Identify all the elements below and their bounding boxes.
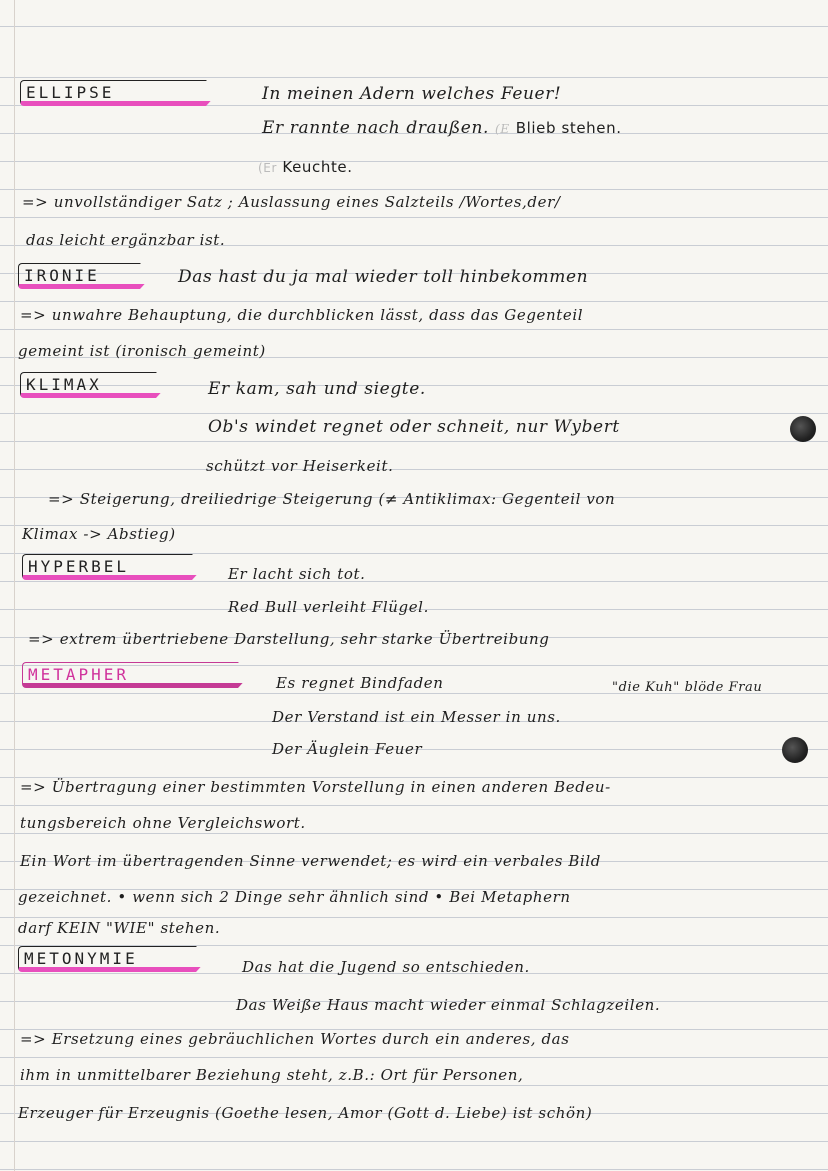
ellipse-example-3	[258, 158, 353, 176]
klimax-example-2: Ob's windet regnet oder schneit, nur Wybert	[208, 417, 620, 437]
punch-hole	[790, 416, 816, 442]
tag-metonymie	[18, 946, 208, 972]
ironie-definition-1: => unwahre Behauptung, die durchblicken lässt, dass das Gegenteil	[20, 306, 584, 324]
ellipse-definition-2: das leicht ergänzbar ist.	[26, 231, 226, 249]
punch-hole	[782, 737, 808, 763]
hyperbel-definition-1: => extrem übertriebene Darstellung, sehr starke Übertreibung	[28, 630, 550, 648]
tag-metapher-label: METAPHER	[28, 665, 130, 684]
ellipse-example-1: In meinen Adern welches Feuer!	[262, 84, 562, 104]
ellipse-example-2-rest: Blieb stehen.	[515, 119, 622, 137]
metonymie-example-2: Das Weiße Haus macht wieder einmal Schlagzeilen.	[236, 996, 661, 1014]
hyperbel-example-2: Red Bull verleiht Flügel.	[228, 598, 429, 616]
metapher-definition-4: gezeichnet. • wenn sich 2 Dinge sehr ähnlich sind • Bei Metaphern	[18, 888, 571, 906]
metapher-example-1: Es regnet Bindfaden	[276, 674, 444, 692]
metonymie-definition-2: ihm in unmittelbarer Beziehung steht, z.B.: Ort für Personen,	[20, 1066, 524, 1084]
metonymie-definition-1: => Ersetzung eines gebräuchlichen Wortes durch ein anderes, das	[20, 1030, 570, 1048]
tag-hyperbel-label: HYPERBEL	[28, 557, 130, 576]
ellipse-example-3-text: Keuchte.	[282, 158, 353, 176]
tag-ellipse-label: ELLIPSE	[26, 83, 115, 102]
ellipse-gap-1: (E	[495, 122, 510, 136]
ellipse-example-2	[262, 118, 622, 138]
metapher-example-2: Der Verstand ist ein Messer in uns.	[272, 708, 561, 726]
ellipse-gap-2: (Er	[258, 161, 277, 175]
tag-hyperbel	[22, 554, 204, 580]
metonymie-definition-3: Erzeuger für Erzeugnis (Goethe lesen, Amor (Gott d. Liebe) ist schön)	[18, 1104, 593, 1122]
margin-line	[14, 0, 15, 1171]
ironie-example-1: Das hast du ja mal wieder toll hinbekommen	[178, 267, 589, 287]
metapher-definition-5: darf KEIN "WIE" stehen.	[18, 919, 221, 937]
klimax-definition-1: => Steigerung, dreiliedrige Steigerung (≠ Antiklimax: Gegenteil von	[48, 490, 616, 508]
hyperbel-example-1: Er lacht sich tot.	[228, 565, 366, 583]
klimax-example-3: schützt vor Heiserkeit.	[206, 457, 394, 475]
metapher-definition-3: Ein Wort im übertragenden Sinne verwendet; es wird ein verbales Bild	[20, 852, 601, 870]
tag-klimax	[20, 372, 168, 398]
tag-metapher	[22, 662, 250, 688]
tag-ironie-label: IRONIE	[24, 266, 100, 285]
ironie-definition-2: gemeint ist (ironisch gemeint)	[18, 342, 266, 360]
tag-klimax-label: KLIMAX	[26, 375, 102, 394]
klimax-example-1: Er kam, sah und siegte.	[208, 379, 426, 399]
ellipse-definition-1: => unvollständiger Satz ; Auslassung eines Salzteils /Wortes,der/	[22, 193, 561, 211]
tag-metonymie-label: METONYMIE	[24, 949, 138, 968]
klimax-definition-2: Klimax -> Abstieg)	[22, 525, 176, 543]
metonymie-example-1: Das hat die Jugend so entschieden.	[242, 958, 530, 976]
tag-ironie	[18, 263, 152, 289]
ellipse-example-2-text: Er rannte nach draußen.	[262, 118, 490, 138]
metapher-example-3: Der Äuglein Feuer	[272, 740, 423, 758]
metapher-definition-1: => Übertragung einer bestimmten Vorstellung in einen anderen Bedeu-	[20, 778, 611, 796]
tag-ellipse	[20, 80, 218, 106]
metapher-definition-2: tungsbereich ohne Vergleichswort.	[20, 814, 306, 832]
metapher-side-note: "die Kuh" blöde Frau	[612, 680, 763, 695]
